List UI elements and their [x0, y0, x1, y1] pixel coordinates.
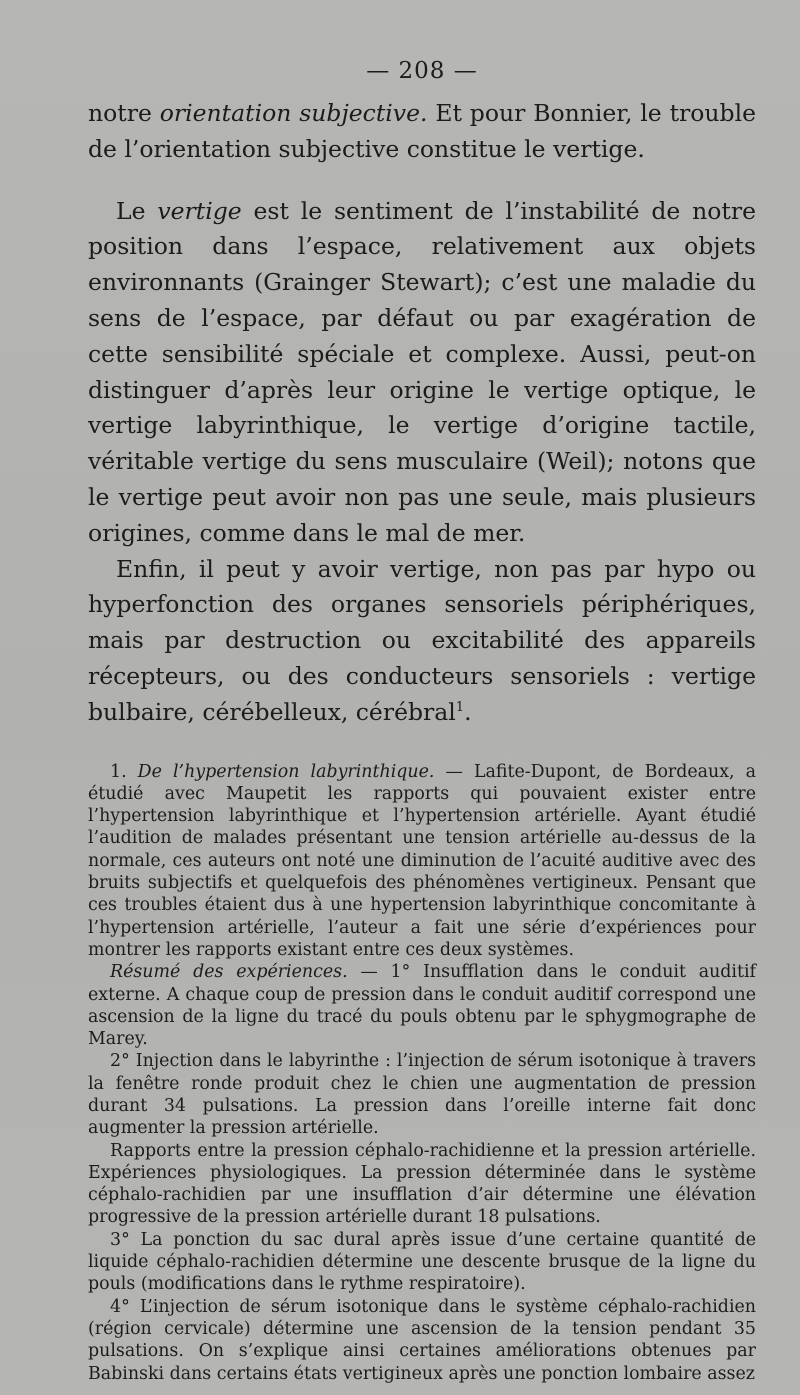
- footnote-paragraph-2: 2° Injection dans le labyrinthe : l’injection de sérum isotonique à travers la fenêtre ronde produit chez le chien une augmentation de pression durant 34 pulsations. La pression dans l’oreille interne fait donc augmenter la pression artérielle.: [88, 1051, 756, 1139]
- page-number: — 208 —: [366, 58, 478, 84]
- main-text: [88, 96, 756, 731]
- resume-heading: Résumé des expériences.: [110, 962, 348, 983]
- footnotes: [88, 761, 756, 1385]
- paragraph-1: notre orientation subjective. Et pour Bonnier, le trouble de l’orientation subjective constitue le vertige.: [88, 99, 757, 163]
- footnote-reference: 1: [455, 699, 465, 715]
- footnote-paragraph-4: 4° L’injection de sérum isotonique dans le système céphalo-rachidien (région cervicale) détermine une ascension de la tension pendant 35 pulsations. On s’explique ainsi certaines améliorations obtenues par Babinski dans certains états vertigineux après une ponction lombaire assez: [88, 1296, 756, 1384]
- footnote-title: De l’hypertension labyrinthique.: [137, 761, 435, 782]
- footnote-paragraph-resume: Résumé des expériences. — 1° Insufflation dans le conduit auditif externe. A chaque coup de pression dans le conduit auditif correspond une ascension de la ligne du tracé du pouls obtenu par le sphygmographe de Marey.: [88, 962, 756, 1050]
- emphasis-vertige: vertige: [157, 196, 242, 225]
- paragraph-2: Le vertige est le sentiment de l’instabilité de notre position dans l’espace, relativement aux objets environnants (Grainger Stewart); c’est une maladie du sens de l’espace, par défaut ou par exagération de cette sensibilité spéciale et complexe. Aussi, peut-on distinguer d’après leur origine le vertige optique, le vertige labyrinthique, le vertige d’origine tactile, véritable vertige du sens musculaire (Weil); notons que le vertige peut avoir non pas une seule, mais plusieurs origines, comme dans le mal de mer.: [88, 196, 756, 547]
- paragraph-3: Enfin, il peut y avoir vertige, non pas par hypo ou hyperfonction des organes sensoriels périphériques, mais par destruction ou excitabilité des appareils récepteurs, ou des conducteurs sensoriels : vertige bulbaire, cérébelleux, cérébral$^1$.: [88, 554, 756, 726]
- emphasis-orientation-subjective: orientation subjective.: [159, 99, 428, 127]
- footnote-paragraph-3: 3° La ponction du sac dural après issue d’une certaine quantité de liquide céphalo-rachidien détermine une descente brusque de la ligne du pouls (modifications dans le rythme respiratoire).: [88, 1229, 756, 1295]
- footnote-paragraph-rapports: Rapports entre la pression céphalo-rachidienne et la pression artérielle. Expériences physiologiques. La pression déterminée dans le système céphalo-rachidien par une insufflation d’air détermine une élévation progressive de la pression artérielle durant 18 pulsations.: [88, 1140, 756, 1228]
- footnote-1: 1. De l’hypertension labyrinthique. — Lafite-Dupont, de Bordeaux, a étudié avec Maupetit les rapports qui pouvaient exister entre l’hypertension labyrinthique et l’hypertension artérielle. Ayant étudié l’audition de malades présentant une tension artérielle au-dessus de la normale, ces auteurs ont noté une diminution de l’acuité auditive avec des bruits subjectifs et quelquefois des phénomènes vertigineux. Pensant que ces troubles étaient dus à une hypertension labyrinthique concomitante à l’hypertension artérielle, l’auteur a fait une série d’expériences pour montrer les rapports existant entre ces deux systèmes.: [88, 761, 756, 960]
